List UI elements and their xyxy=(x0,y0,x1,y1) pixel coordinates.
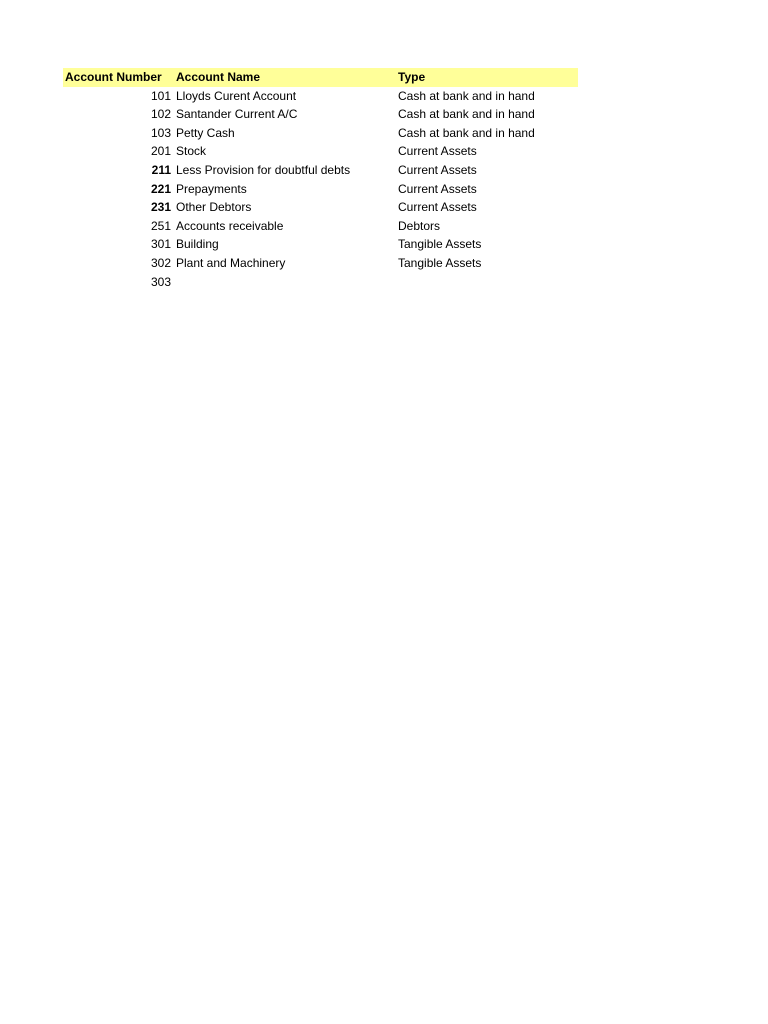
account-sheet xyxy=(63,68,578,291)
account-type-cell: Cash at bank and in hand xyxy=(398,107,535,122)
account-number-cell: 201 xyxy=(150,144,171,159)
account-number-cell: 101 xyxy=(150,88,171,103)
account-type-cell: Current Assets xyxy=(398,181,477,196)
account-name-cell: Stock xyxy=(176,144,207,159)
table-row xyxy=(63,180,578,199)
table-row xyxy=(63,254,578,273)
table-row xyxy=(63,217,578,236)
header-account-name: Account Name xyxy=(176,70,261,84)
account-type-cell: Tangible Assets xyxy=(398,237,482,252)
account-number-cell: 231 xyxy=(150,200,171,215)
account-number-cell: 301 xyxy=(150,237,171,252)
account-number-cell: 303 xyxy=(150,274,171,289)
account-type-cell xyxy=(396,273,578,292)
account-name-cell xyxy=(174,273,396,292)
table-row xyxy=(63,273,578,292)
table-row xyxy=(63,105,578,124)
accounts-table xyxy=(63,68,578,291)
header-account-number: Account Number xyxy=(65,70,162,84)
account-type-cell: Debtors xyxy=(398,218,441,233)
table-row xyxy=(63,87,578,106)
account-type-cell: Current Assets xyxy=(398,200,477,215)
account-type-cell: Cash at bank and in hand xyxy=(398,88,535,103)
table-row xyxy=(63,235,578,254)
account-name-cell: Prepayments xyxy=(176,181,247,196)
account-type-cell: Tangible Assets xyxy=(398,255,482,270)
account-number-cell: 251 xyxy=(150,218,171,233)
header-row xyxy=(63,68,578,87)
account-name-cell: Less Provision for doubtful debts xyxy=(176,162,351,177)
account-name-cell: Petty Cash xyxy=(176,125,235,140)
account-number-cell: 221 xyxy=(150,181,171,196)
header-type: Type xyxy=(398,70,426,84)
table-row xyxy=(63,198,578,217)
account-name-cell: Santander Current A/C xyxy=(176,107,298,122)
table-row xyxy=(63,124,578,143)
account-name-cell: Plant and Machinery xyxy=(176,255,286,270)
account-number-cell: 211 xyxy=(151,162,171,177)
account-name-cell: Accounts receivable xyxy=(176,218,284,233)
account-name-cell: Lloyds Curent Account xyxy=(176,88,297,103)
account-number-cell: 103 xyxy=(150,125,171,140)
table-row xyxy=(63,161,578,180)
account-type-cell: Current Assets xyxy=(398,144,477,159)
account-type-cell: Cash at bank and in hand xyxy=(398,125,535,140)
account-name-cell: Other Debtors xyxy=(176,200,252,215)
table-row xyxy=(63,142,578,161)
account-number-cell: 302 xyxy=(150,255,171,270)
account-type-cell: Current Assets xyxy=(398,162,477,177)
account-name-cell: Building xyxy=(176,237,219,252)
account-number-cell: 102 xyxy=(150,107,171,122)
